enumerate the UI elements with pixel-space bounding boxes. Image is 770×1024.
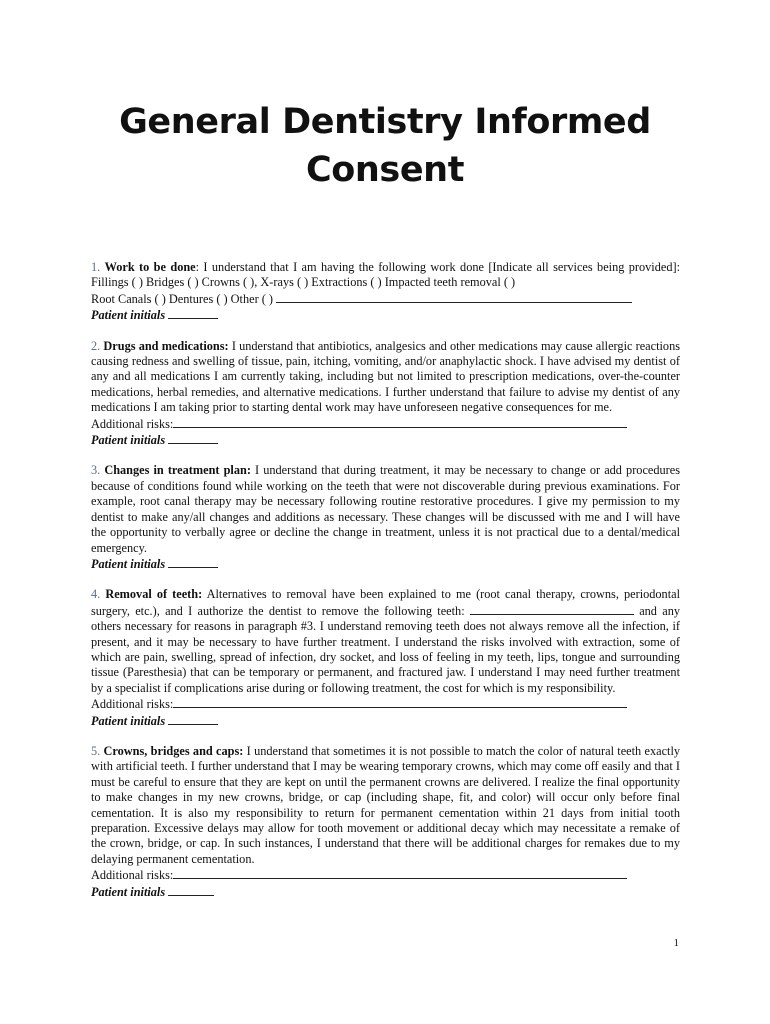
section-number: 2. bbox=[91, 338, 104, 353]
additional-risks-line bbox=[91, 867, 680, 883]
patient-initials-blank[interactable] bbox=[168, 713, 218, 725]
document-title: General Dentistry Informed Consent bbox=[119, 102, 651, 190]
section-text: Alternatives to removal have been explained to me (root canal therapy, crowns, periodontal surgery, etc.), and I authorize the dentist to remove the following teeth: bbox=[91, 587, 680, 618]
consent-body bbox=[91, 260, 680, 915]
section-paragraph bbox=[91, 463, 680, 555]
additional-risks-blank[interactable] bbox=[173, 696, 627, 708]
teeth-to-remove-blank[interactable] bbox=[470, 603, 634, 615]
patient-initials-line bbox=[91, 432, 680, 448]
patient-initials-label: Patient initials bbox=[91, 308, 166, 323]
section-paragraph bbox=[91, 744, 680, 867]
patient-initials-line bbox=[91, 307, 680, 323]
patient-initials-blank[interactable] bbox=[168, 556, 218, 568]
section-removal-of-teeth bbox=[91, 587, 680, 729]
patient-initials-label: Patient initials bbox=[91, 884, 166, 899]
section-text: I understand that antibiotics, analgesics and other medications may cause allergic reactions causing redness and swelling of tissue, pain, itching, vomiting, and/or anaphylactic shock. I have advised my dentist of any and all medications I am currently taking, including but not limited to prescription medications, over-the-counter medications, herbal remedies, and alternative medications. I further understand that failure to advise my dentist of any medications I am taking prior to starting dental work may have unforeseen negative consequences for me. bbox=[91, 338, 681, 415]
additional-risks-line bbox=[91, 416, 680, 432]
section-work-to-be-done bbox=[91, 260, 680, 324]
section-heading: Removal of teeth: bbox=[105, 587, 203, 602]
patient-initials-label: Patient initials bbox=[91, 433, 166, 448]
section-paragraph bbox=[91, 260, 680, 291]
section-text-continued: and any others necessary for reasons in paragraph #3. I understand removing teeth does not always remove all the infection, if present, and it may be necessary to have further treatment. I understand the risks involved with extraction, some of which are pain, swelling, spread of infection, dry socket, and loss of feeling in my teeth, lips, tongue and surrounding tissue (Paresthesia) that can be temporary or permanent, and fractured jaw. I understand I may need further treatment by a specialist if complications arise during or following treatment, the cost for which is my responsibility. bbox=[91, 603, 680, 695]
section-heading: Crowns, bridges and caps: bbox=[103, 743, 244, 758]
section-number: 3. bbox=[91, 463, 105, 478]
patient-initials-line bbox=[91, 713, 680, 729]
services-line-text: Root Canals ( ) Dentures ( ) Other ( ) bbox=[91, 291, 274, 306]
additional-risks-label: Additional risks: bbox=[91, 868, 174, 883]
section-paragraph bbox=[91, 587, 680, 696]
section-heading: Changes in treatment plan: bbox=[104, 463, 251, 478]
page-number: 1 bbox=[673, 937, 679, 949]
patient-initials-line bbox=[91, 556, 680, 572]
section-heading: Drugs and medications: bbox=[103, 338, 229, 353]
section-number: 1. bbox=[91, 260, 105, 274]
additional-risks-blank[interactable] bbox=[173, 867, 627, 879]
section-number: 4. bbox=[91, 587, 106, 602]
additional-risks-line bbox=[91, 696, 680, 712]
section-paragraph bbox=[91, 339, 680, 416]
patient-initials-blank[interactable] bbox=[168, 432, 218, 444]
section-text: : I understand that I am having the following work done [Indicate all services being provided]: Fillings ( ) Bridges ( ) Crowns ( ), X-rays ( ) Extractions ( ) Impacted teeth removal ( ) bbox=[91, 260, 680, 290]
section-heading: Work to be done bbox=[104, 260, 196, 274]
services-line bbox=[91, 291, 680, 307]
additional-risks-blank[interactable] bbox=[173, 416, 627, 428]
patient-initials-label: Patient initials bbox=[91, 713, 166, 728]
section-text: I understand that during treatment, it may be necessary to change or add procedures because of conditions found while working on the teeth that were not discoverable during previous examinations. For example, root canal therapy may be necessary following routine restorative procedures. I give my permission to my dentist to make any/all changes and additions as necessary. These changes will be discussed with me and I will have the opportunity to verbally agree or decline the change in treatment, unless it is not practical due to a dental/medical emergency. bbox=[91, 463, 680, 555]
other-services-blank[interactable] bbox=[276, 291, 632, 303]
additional-risks-label: Additional risks: bbox=[91, 697, 174, 712]
section-crowns-bridges-caps bbox=[91, 744, 680, 900]
patient-initials-blank[interactable] bbox=[168, 307, 218, 319]
patient-initials-blank[interactable] bbox=[168, 884, 214, 896]
section-text: I understand that sometimes it is not possible to match the color of natural teeth exactly with artificial teeth. I further understand that I may be wearing temporary crowns, which may come off easily and that I must be careful to ensure that they are kept on until the permanent crowns are delivered. I realize the final opportunity to make changes in my new crowns, bridge, or cap (including shape, fit, and color) will occur only before final cementation. It is also my responsibility to return for permanent cementation within 21 days from initial tooth preparation. Excessive delays may allow for tooth movement or additional decay which may necessitate a remake of the crown, bridge, or cap. In such instances, I understand that there will be additional charges for remakes due to my delaying permanent cementation. bbox=[91, 743, 681, 866]
section-changes-treatment-plan bbox=[91, 463, 680, 572]
patient-initials-line bbox=[91, 884, 680, 900]
patient-initials-label: Patient initials bbox=[91, 556, 166, 571]
additional-risks-label: Additional risks: bbox=[91, 416, 174, 431]
section-number: 5. bbox=[91, 743, 104, 758]
section-drugs-medications bbox=[91, 339, 680, 449]
